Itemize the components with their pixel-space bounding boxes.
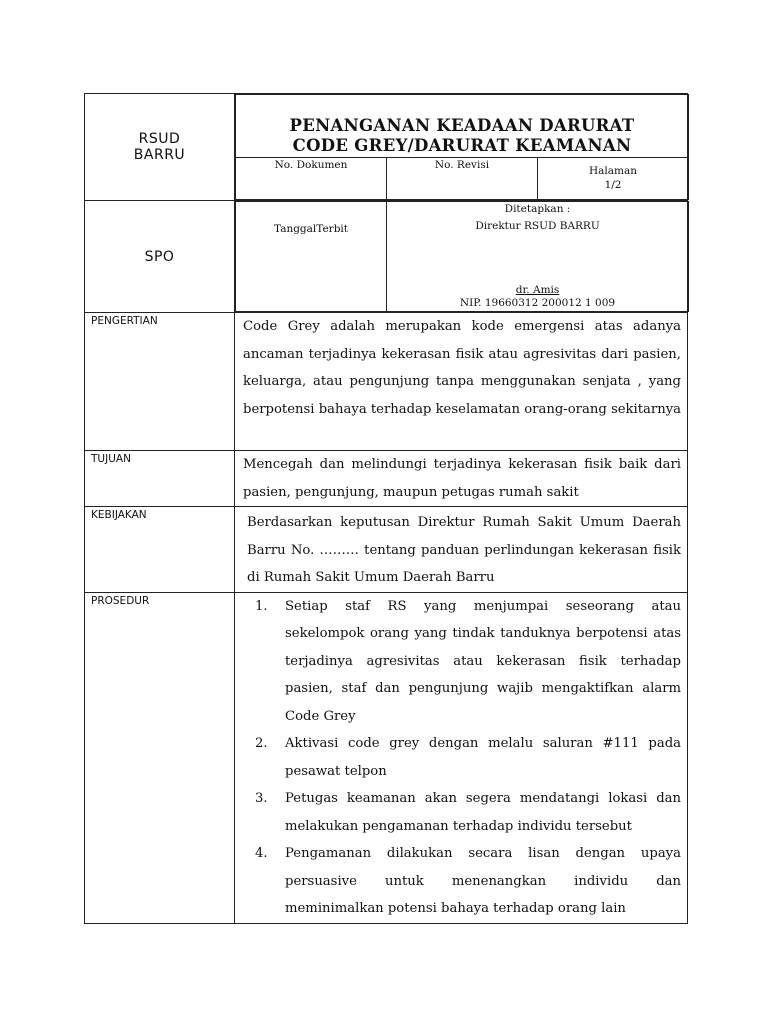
- step-text: Aktivasi code grey dengan melalu saluran #111 pada pesawat telpon: [285, 736, 681, 779]
- prosedur-step: [243, 840, 681, 923]
- spo-document: [84, 93, 687, 924]
- step-text: Petugas keamanan akan segera mendatangi lokasi dan melakukan pengamanan terhadap individu tersebut: [285, 791, 681, 834]
- prosedur-step: [243, 785, 681, 840]
- spo-label: SPO: [85, 201, 235, 313]
- ditetapkan-label: Ditetapkan :: [504, 203, 571, 215]
- hospital-name-cell: [85, 94, 235, 201]
- ditetapkan-cell: [387, 202, 689, 312]
- prosedur-cell: [235, 592, 688, 923]
- step-number: 3.: [255, 791, 268, 806]
- step-number: 2.: [255, 736, 268, 751]
- hospital-name-line2: BARRU: [133, 147, 186, 163]
- step-text: Setiap staf RS yang menjumpai seseorang atau sekelompok orang yang tindak tanduknya berpotensi atas terjadinya agresivitas atau kekerasan fisik terhadap pasien, staf dan pengunjung wajib mengaktifkan alarm Code Grey: [285, 598, 681, 724]
- step-text: Pengamanan dilakukan secara lisan dengan upaya persuasive untuk menenangkan individu dan meminimalkan potensi bahaya terhadap orang lain: [285, 846, 681, 916]
- halaman-cell: [538, 158, 689, 200]
- prosedur-step: [243, 730, 681, 785]
- prosedur-list: [243, 593, 681, 923]
- hospital-name-line1: RSUD: [138, 131, 181, 147]
- pengertian-label: PENGERTIAN: [85, 313, 235, 451]
- spo-table: [84, 93, 688, 924]
- pengertian-text: Code Grey adalah merupakan kode emergensi atas adanya ancaman terjadinya kekerasan fisik atau agresivitas dari pasien, keluarga, atau pengunjung tanpa menggunakan senjata , yang berpotensi bahaya terhadap keselamatan orang-orang sekitarnya: [235, 313, 688, 451]
- tujuan-text: Mencegah dan melindungi terjadinya kekerasan fisik baik dari pasien, pengunjung, maupun petugas rumah sakit: [235, 451, 688, 507]
- no-revisi-label: No. Revisi: [387, 158, 538, 200]
- signer-name: dr. Amis: [515, 284, 560, 296]
- signer-nip: NIP. 19660312 200012 1 009: [459, 297, 616, 309]
- kebijakan-text: Berdasarkan keputusan Direktur Rumah Sakit Umum Daerah Barru No. ……… tentang panduan perlindungan kekerasan fisik di Rumah Sakit Umum Daerah Barru: [235, 507, 688, 593]
- halaman-label: Halaman: [589, 165, 638, 177]
- tujuan-label: TUJUAN: [85, 451, 235, 507]
- title-line1: PENANGANAN KEADAAN DARURAT: [289, 116, 635, 135]
- direktur-label: Direktur RSUD BARRU: [475, 220, 600, 232]
- step-number: 4.: [255, 846, 268, 861]
- prosedur-step: [243, 593, 681, 731]
- kebijakan-label: KEBIJAKAN: [85, 507, 235, 593]
- step-number: 1.: [255, 598, 268, 614]
- prosedur-label: PROSEDUR: [85, 592, 235, 923]
- document-title: [236, 95, 689, 158]
- halaman-value: 1/2: [604, 179, 622, 191]
- tanggal-terbit-label: TanggalTerbit: [236, 202, 387, 312]
- spo-detail-cell: [235, 201, 688, 313]
- title-cell: [235, 94, 688, 201]
- title-line2: CODE GREY/DARURAT KEAMANAN: [292, 136, 632, 155]
- no-dokumen-label: No. Dokumen: [236, 158, 387, 200]
